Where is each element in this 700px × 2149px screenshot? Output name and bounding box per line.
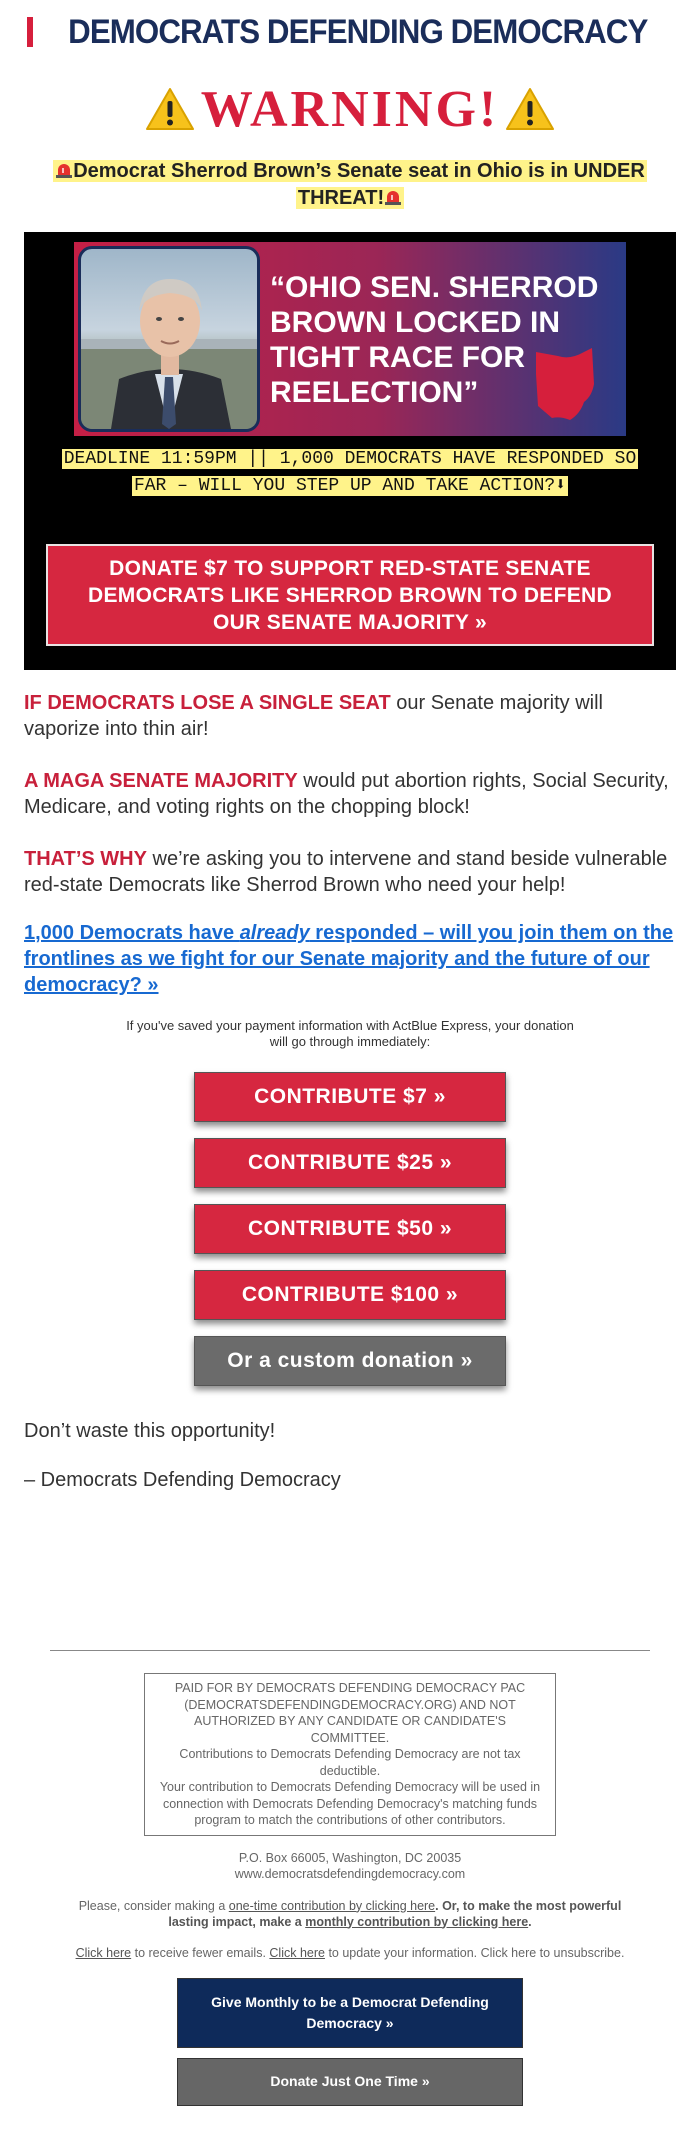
banner-quote: “OHIO SEN. SHERROD BROWN LOCKED IN TIGHT RACE FOR REELECTION” xyxy=(270,271,599,409)
give-monthly-button[interactable]: Give Monthly to be a Democrat Defending Democracy » xyxy=(177,1978,523,2048)
paragraph-maga xyxy=(24,768,676,820)
logo[interactable] xyxy=(24,0,676,52)
paid-for-disclaimer xyxy=(144,1673,556,1836)
contribute-25-button[interactable]: CONTRIBUTE $25 » xyxy=(194,1138,506,1188)
disclaimer-line: Your contribution to Democrats Defending Democracy will be used in connection with Democrats Defending Democracy's matching funds program to match the contributions of other contributors. xyxy=(159,1780,541,1827)
po-box: P.O. Box 66005, Washington, DC 20035 xyxy=(238,1850,462,1865)
email-body xyxy=(24,0,676,2106)
donate-7-cta-button[interactable]: DONATE $7 TO SUPPORT RED-STATE SENATE DEMOCRATS LIKE SHERROD BROWN TO DEFEND OUR SENATE MAJORITY » xyxy=(46,544,654,646)
custom-donation-button[interactable]: Or a custom donation » xyxy=(194,1336,506,1386)
warning-sign-icon xyxy=(145,86,195,132)
paragraph-lead: A MAGA SENATE MAJORITY xyxy=(24,770,298,792)
contribute-buttons xyxy=(24,1072,676,1402)
fewer-emails-link[interactable]: Click here xyxy=(75,1945,132,1960)
warning-sign-icon xyxy=(505,86,555,132)
warning-heading xyxy=(24,80,676,138)
paragraph-seat xyxy=(24,690,676,742)
threat-headline xyxy=(30,158,670,212)
paragraph-body: our Senate majority will vaporize into thin air! xyxy=(24,692,603,740)
logo-text: DEMOCRATS DEFENDING DEMOCRACY xyxy=(68,12,648,51)
ohio-map-icon xyxy=(530,344,612,426)
threat-text: Democrat Sherrod Brown’s Senate seat in Ohio is in UNDER THREAT! xyxy=(73,160,645,209)
actblue-express-note: If you've saved your payment information with ActBlue Express, your donation will go through immediately: xyxy=(126,1018,574,1049)
donate-one-time-button[interactable]: Donate Just One Time » xyxy=(177,2058,523,2106)
website[interactable]: www.democratsdefendingdemocracy.com xyxy=(234,1866,466,1881)
paragraph-body: we’re asking you to intervene and stand beside vulnerable red-state Democrats like Sherrod Brown who need your help! xyxy=(24,848,668,896)
contribute-7-button[interactable]: CONTRIBUTE $7 » xyxy=(194,1072,506,1122)
deadline-highlight: DEADLINE 11:59PM || 1,000 DEMOCRATS HAVE RESPONDED SO FAR – WILL YOU STEP UP AND TAKE ACTION?⬇ xyxy=(63,449,637,496)
divider xyxy=(50,1650,650,1651)
donate-link-paragraph[interactable]: 1,000 Democrats have already responded – will you join them on the frontlines as we fight for our Senate majority and the future of our democracy? » xyxy=(24,922,674,996)
emphasis: already xyxy=(239,922,310,944)
siren-icon xyxy=(55,162,73,178)
closing-text: Don’t waste this opportunity! xyxy=(24,1420,276,1442)
update-info-link[interactable]: Click here xyxy=(269,1945,325,1960)
one-time-link[interactable]: one-time contribution by clicking here xyxy=(228,1898,436,1913)
hero-box xyxy=(24,232,676,670)
paragraph-lead: THAT’S WHY xyxy=(24,848,147,870)
hero-banner[interactable] xyxy=(74,242,626,436)
disclaimer-line: PAID FOR BY DEMOCRATS DEFENDING DEMOCRACY PAC (DEMOCRATSDEFENDINGDEMOCRACY.ORG) AND NOT AUTHORIZED BY ANY CANDIDATE OR CANDIDATE'S COMMITTEE. xyxy=(174,1681,526,1745)
contribute-50-button[interactable]: CONTRIBUTE $50 » xyxy=(194,1204,506,1254)
mailing-address xyxy=(24,1850,676,1882)
logo-bar xyxy=(27,17,33,47)
disclaimer-line: Contributions to Democrats Defending Democracy are not tax deductible. xyxy=(179,1747,521,1778)
contribute-100-button[interactable]: CONTRIBUTE $100 » xyxy=(194,1270,506,1320)
deadline-text xyxy=(44,446,656,500)
paragraph-body: would put abortion rights, Social Security, Medicare, and voting rights on the chopping block! xyxy=(24,770,669,818)
paragraph-why xyxy=(24,846,676,898)
siren-icon xyxy=(384,189,402,205)
paragraph-lead: IF DEMOCRATS LOSE A SINGLE SEAT xyxy=(24,692,391,714)
contribution-options-text: Please, consider making a one-time contribution by clicking here. Or, to make the most powerful lasting impact, make a monthly contribution by clicking here. xyxy=(78,1898,622,1929)
candidate-photo xyxy=(78,246,260,432)
monthly-link[interactable]: monthly contribution by clicking here xyxy=(305,1914,529,1929)
warning-text: WARNING! xyxy=(200,80,500,138)
signature: – Democrats Defending Democracy xyxy=(24,1469,341,1491)
unsubscribe-text[interactable]: to update your information. Click here to unsubscribe. xyxy=(324,1945,625,1960)
email-preferences: Click here to receive fewer emails. Click here to update your information. Click here to unsubscribe. xyxy=(75,1945,625,1960)
